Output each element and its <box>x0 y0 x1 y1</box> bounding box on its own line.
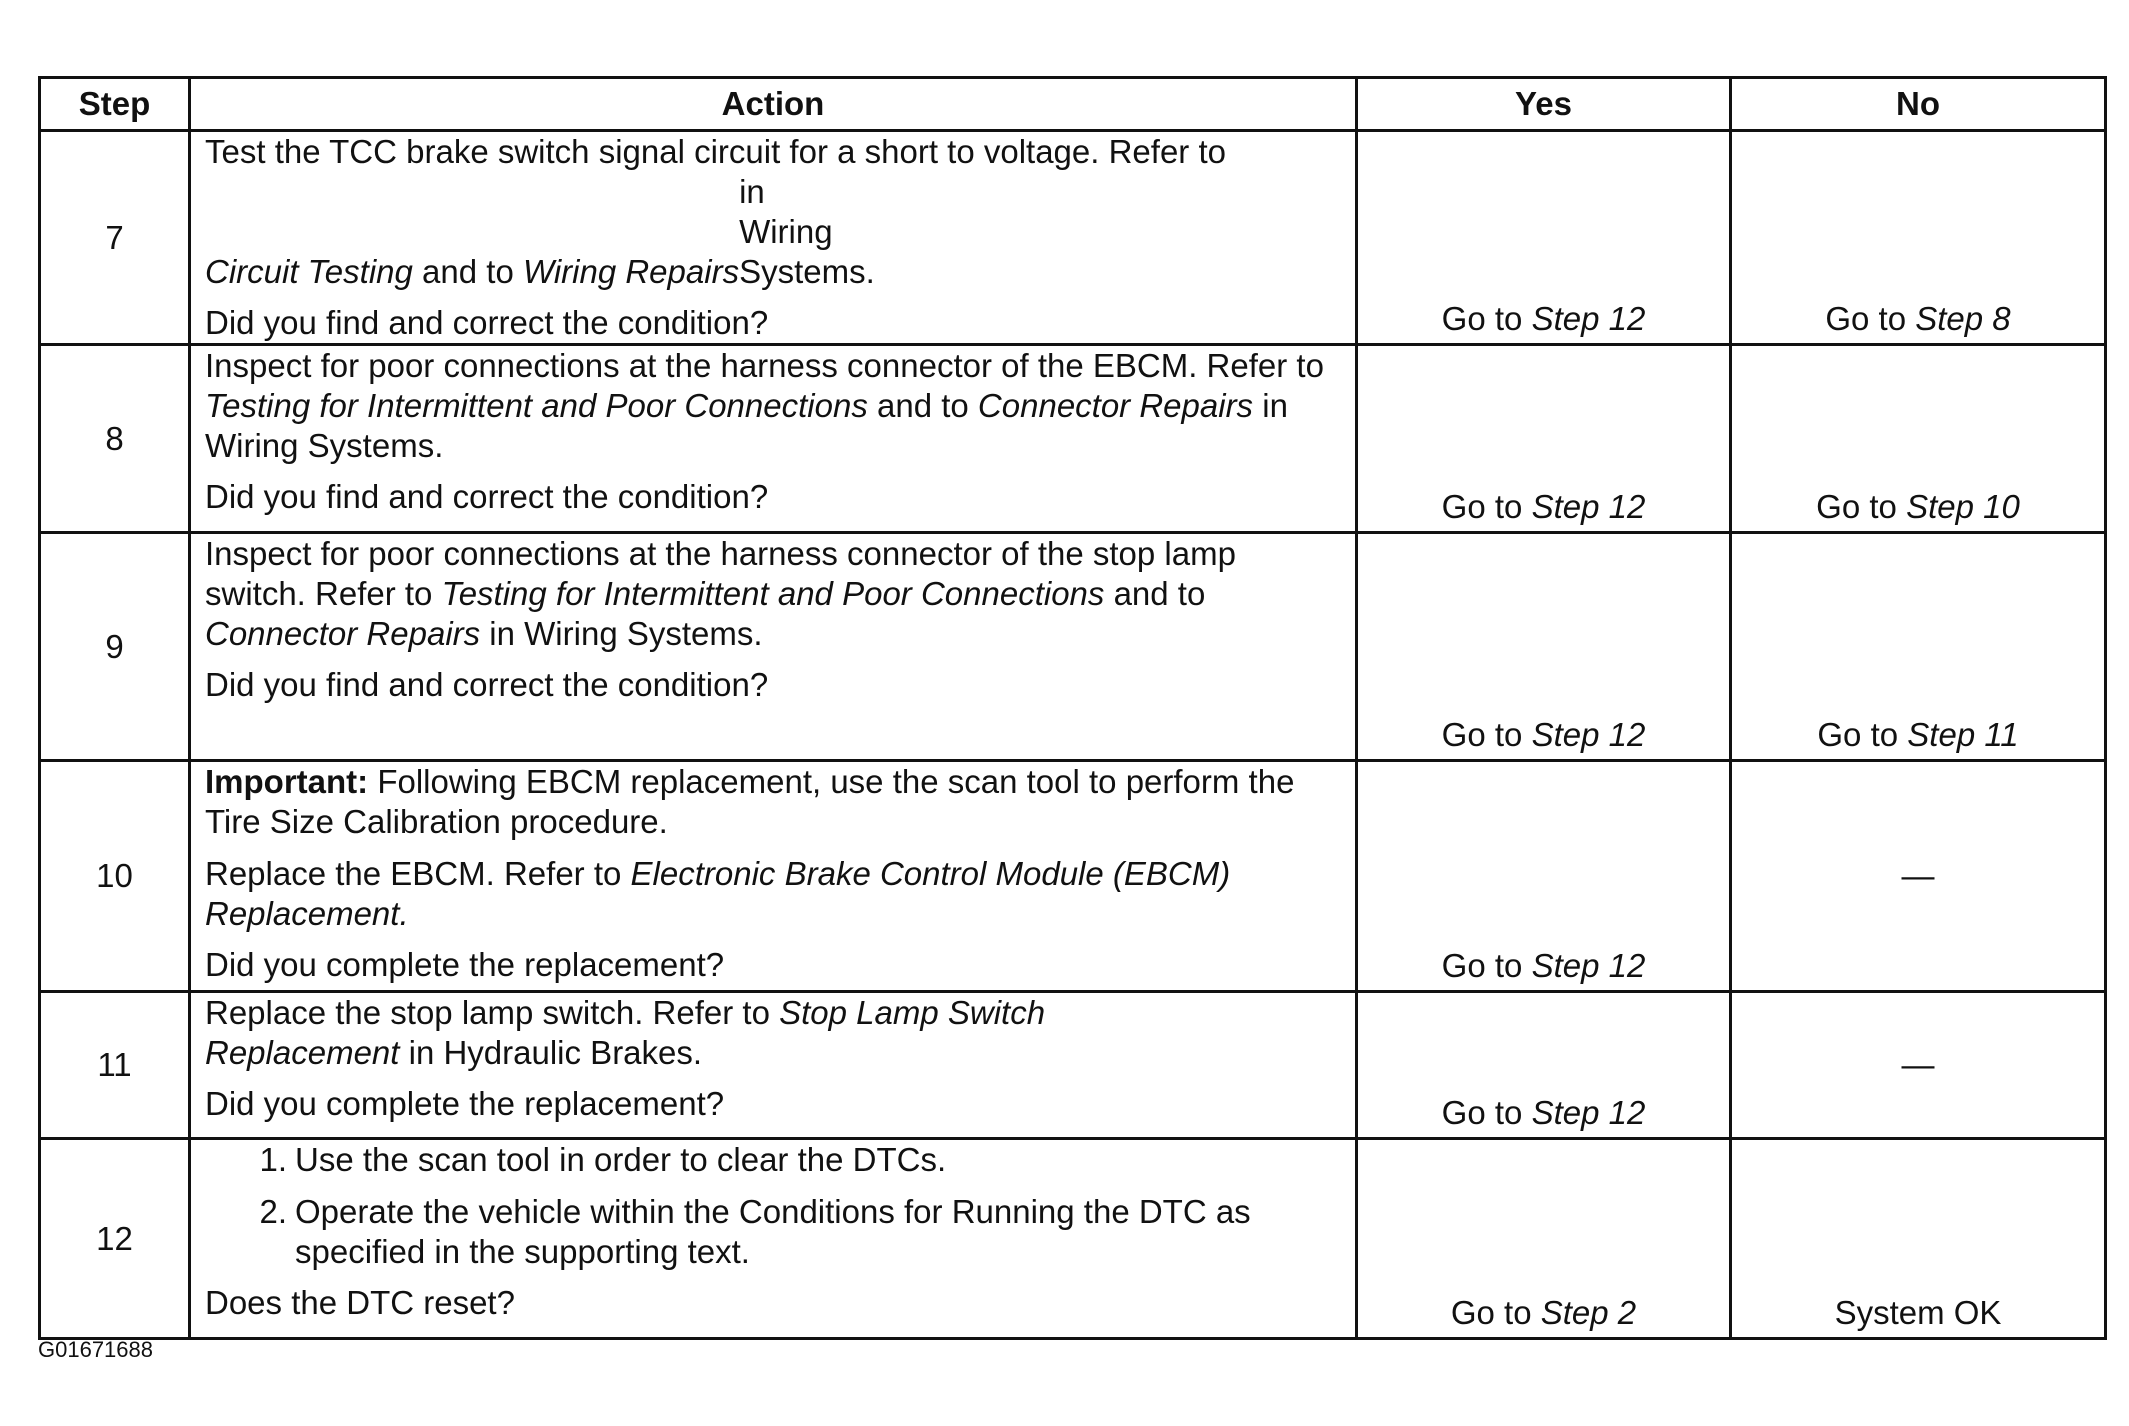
reference-link: Stop Lamp Switch Replacement <box>205 994 1046 1071</box>
no-result: Go to Step 11 <box>1731 533 2106 761</box>
sub-step-list <box>205 1140 1345 1272</box>
action-question: Does the DTC reset? <box>205 1284 515 1321</box>
step-number: 10 <box>40 761 190 992</box>
action-question: Did you find and correct the condition? <box>205 666 769 703</box>
table-row <box>40 992 2106 1139</box>
table-header-row <box>40 78 2106 131</box>
diagnostic-table <box>38 76 2107 1340</box>
action-text: Replace the EBCM. Refer to Electronic Brake Control Module (EBCM) Replacement. <box>205 855 1231 932</box>
yes-result: Go to Step 12 <box>1357 533 1731 761</box>
reference-link: Wiring Repairs <box>522 253 740 290</box>
action-question: Did you find and correct the condition? <box>205 478 769 515</box>
reference-link: Electronic Brake Control Module (EBCM) Replacement. <box>205 855 1231 932</box>
no-result: Go to Step 8 <box>1731 131 2106 345</box>
yes-result: Go to Step 2 <box>1357 1139 1731 1339</box>
action-text: Replace the stop lamp switch. Refer to Stop Lamp Switch Replacement in Hydraulic Brakes. <box>205 994 1046 1071</box>
action-cell <box>190 1139 1357 1339</box>
no-result: Go to Step 10 <box>1731 345 2106 533</box>
figure-id: G01671688 <box>38 1337 153 1362</box>
table-row <box>40 131 2106 345</box>
reference-link: Testing for Intermittent and Poor Connections <box>205 387 868 424</box>
action-question: Did you complete the replacement? <box>205 946 725 983</box>
action-text: Inspect for poor connections at the harness connector of the stop lamp switch. Refer to Testing for Intermittent and Poor Connections and to Connector Repairs in Wiring Systems. <box>205 535 1236 652</box>
reference-link: Circuit Testing <box>205 253 413 290</box>
action-cell <box>190 533 1357 761</box>
table-row <box>40 533 2106 761</box>
table-row <box>40 345 2106 533</box>
action-cell <box>190 761 1357 992</box>
step-number: 8 <box>40 345 190 533</box>
list-item: 2. Operate the vehicle within the Conditions for Running the DTC as specified in the supporting text. <box>259 1193 1251 1270</box>
list-item: 1. Use the scan tool in order to clear the DTCs. <box>259 1141 947 1178</box>
step-number: 12 <box>40 1139 190 1339</box>
action-cell <box>190 131 1357 345</box>
reference-link: Connector Repairs <box>977 387 1254 424</box>
reference-link: Testing for Intermittent and Poor Connections <box>441 575 1105 612</box>
step-number: 7 <box>40 131 190 345</box>
yes-result: Go to Step 12 <box>1357 992 1731 1139</box>
yes-result: Go to Step 12 <box>1357 761 1731 992</box>
action-text: Test the TCC brake switch signal circuit for a short to voltage. Refer to Circuit Testing and to Wiring Repairsin Wiring Systems. <box>205 133 1226 290</box>
action-cell <box>190 345 1357 533</box>
no-result: System OK <box>1731 1139 2106 1339</box>
yes-result: Go to Step 12 <box>1357 345 1731 533</box>
no-result: — <box>1731 761 2106 992</box>
header-action: Action <box>190 78 1357 131</box>
important-label: Important: <box>205 763 369 800</box>
header-yes: Yes <box>1357 78 1731 131</box>
action-question: Did you complete the replacement? <box>205 1085 725 1122</box>
action-text: Inspect for poor connections at the harness connector of the EBCM. Refer to Testing for Intermittent and Poor Connections and to Connector Repairs in Wiring Systems. <box>205 347 1324 464</box>
yes-result: Go to Step 12 <box>1357 131 1731 345</box>
no-result: — <box>1731 992 2106 1139</box>
table-row <box>40 761 2106 992</box>
header-step: Step <box>40 78 190 131</box>
step-number: 11 <box>40 992 190 1139</box>
action-cell <box>190 992 1357 1139</box>
header-no: No <box>1731 78 2106 131</box>
important-note: Important: Following EBCM replacement, use the scan tool to perform the Tire Size Calibration procedure. <box>205 763 1295 840</box>
table-row <box>40 1139 2106 1339</box>
step-number: 9 <box>40 533 190 761</box>
reference-link: Connector Repairs <box>205 615 481 652</box>
action-question: Did you find and correct the condition? <box>205 304 769 341</box>
